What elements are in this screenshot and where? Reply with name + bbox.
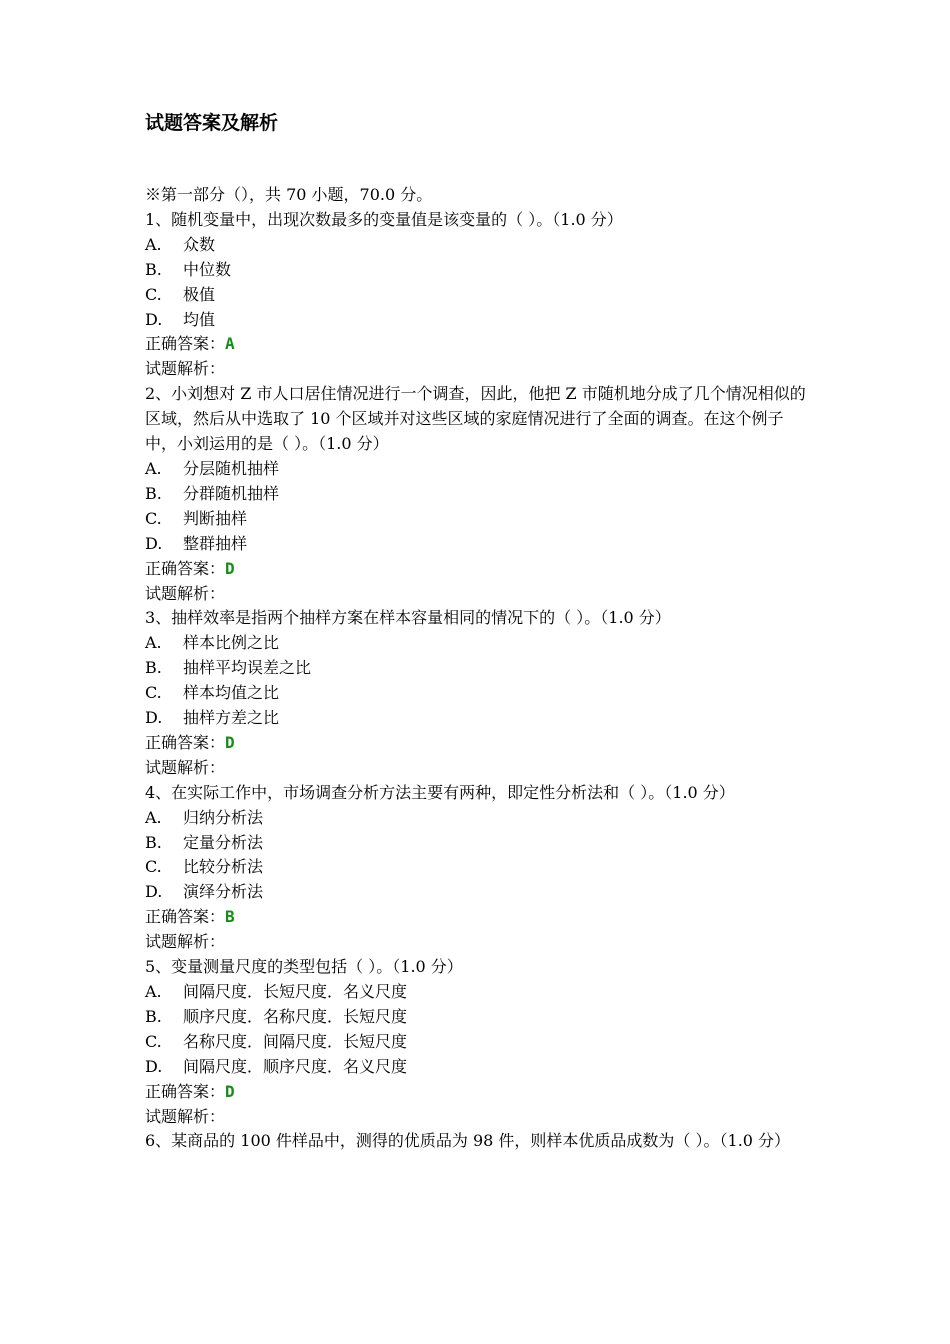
question-text: 2、小刘想对 Z 市人口居住情况进行一个调查，因此，他把 Z 市随机地分成了几个情况相似的区域，然后从中选取了 10 个区域并对这些区域的家庭情况进行了全面的调查。在这个例子中，小刘运用的是（ ）。（1.0 分） <box>145 384 806 454</box>
option-letter: D. <box>145 1056 163 1076</box>
option-letter: D. <box>145 708 163 728</box>
answer-label: 正确答案： <box>145 558 226 578</box>
option-letter: D. <box>145 882 163 902</box>
option-letter: C. <box>145 857 162 877</box>
option-letter: C. <box>145 284 162 304</box>
analysis-label: 试题解析： <box>145 583 226 603</box>
option-row <box>145 482 810 507</box>
document-title: 试题答案及解析 <box>145 112 279 134</box>
option-text: 间隔尺度．长短尺度．名义尺度 <box>183 982 408 1001</box>
option-row <box>145 706 810 731</box>
option-letter: B. <box>145 483 162 503</box>
option-text: 比较分析法 <box>183 857 264 877</box>
option-text: 定量分析法 <box>183 832 264 852</box>
option-row <box>145 283 810 308</box>
section-header: ※第一部分（），共 70 小题，70.0 分。 <box>145 185 433 204</box>
analysis-label: 试题解析： <box>145 757 226 777</box>
option-text: 中位数 <box>183 259 232 279</box>
option-text: 间隔尺度．顺序尺度．名义尺度 <box>183 1056 408 1076</box>
question-text: 6、某商品的 100 件样品中，测得的优质品为 98 件，则样本优质品成数为（ ）。（1.0 分） <box>145 1131 791 1151</box>
document-page <box>145 110 810 1154</box>
answer-value: B <box>225 907 235 927</box>
option-letter: B. <box>145 658 162 678</box>
option-text: 名称尺度．间隔尺度．长短尺度 <box>183 1031 408 1051</box>
analysis-label: 试题解析： <box>145 932 226 952</box>
option-row <box>145 532 810 557</box>
option-text: 均值 <box>183 309 216 329</box>
option-text: 演绎分析法 <box>183 882 264 902</box>
answer-value: D <box>225 1081 235 1101</box>
option-text: 整群抽样 <box>183 533 248 553</box>
question-text: 3、抽样效率是指两个抽样方案在样本容量相同的情况下的（ ）。（1.0 分） <box>145 608 671 628</box>
question-list <box>145 208 810 1154</box>
option-row <box>145 980 810 1005</box>
option-row <box>145 1005 810 1030</box>
question-block <box>145 1129 810 1154</box>
option-row <box>145 831 810 856</box>
answer-line <box>145 731 810 756</box>
option-letter: A. <box>145 234 162 254</box>
option-row <box>145 1055 810 1080</box>
option-letter: A. <box>145 458 162 478</box>
answer-line <box>145 1080 810 1105</box>
option-row <box>145 457 810 482</box>
option-text: 分层随机抽样 <box>183 458 280 478</box>
option-letter: A. <box>145 982 162 1001</box>
option-row <box>145 681 810 706</box>
answer-value: A <box>225 334 235 354</box>
option-row <box>145 507 810 532</box>
option-letter: C. <box>145 508 162 528</box>
option-letter: A. <box>145 633 162 653</box>
option-row <box>145 656 810 681</box>
option-letter: C. <box>145 683 162 703</box>
option-text: 极值 <box>183 284 216 304</box>
option-letter: D. <box>145 533 163 553</box>
option-text: 归纳分析法 <box>183 807 264 827</box>
answer-label: 正确答案： <box>145 732 226 752</box>
option-row <box>145 855 810 880</box>
question-text: 1、随机变量中，出现次数最多的变量值是该变量的（ ）。（1.0 分） <box>145 209 623 229</box>
option-row <box>145 1030 810 1055</box>
answer-line <box>145 332 810 357</box>
answer-line <box>145 557 810 582</box>
analysis-label: 试题解析： <box>145 1106 226 1126</box>
option-letter: B. <box>145 1006 162 1026</box>
option-text: 样本均值之比 <box>183 683 280 703</box>
question-block <box>145 606 810 780</box>
answer-value: D <box>225 732 235 752</box>
option-letter: A. <box>145 807 162 827</box>
option-letter: D. <box>145 309 163 329</box>
answer-label: 正确答案： <box>145 907 226 927</box>
option-text: 顺序尺度．名称尺度．长短尺度 <box>183 1006 408 1026</box>
option-text: 抽样平均误差之比 <box>183 658 312 678</box>
answer-line <box>145 905 810 930</box>
option-row <box>145 258 810 283</box>
option-row <box>145 308 810 333</box>
option-row <box>145 631 810 656</box>
option-text: 众数 <box>183 234 216 254</box>
question-text: 4、在实际工作中，市场调查分析方法主要有两种，即定性分析法和（ ）。（1.0 分） <box>145 782 735 802</box>
answer-label: 正确答案： <box>145 1081 226 1101</box>
option-text: 分群随机抽样 <box>183 483 280 503</box>
option-letter: B. <box>145 832 162 852</box>
option-text: 判断抽样 <box>183 508 248 528</box>
answer-value: D <box>225 558 235 578</box>
option-text: 样本比例之比 <box>183 633 280 653</box>
answer-label: 正确答案： <box>145 334 226 354</box>
question-block <box>145 382 810 606</box>
option-letter: B. <box>145 259 162 279</box>
option-row <box>145 806 810 831</box>
option-text: 抽样方差之比 <box>183 708 280 728</box>
analysis-label: 试题解析： <box>145 359 226 379</box>
question-block <box>145 781 810 955</box>
option-row <box>145 880 810 905</box>
question-block <box>145 955 810 1129</box>
question-block <box>145 208 810 382</box>
option-row <box>145 233 810 258</box>
question-text: 5、变量测量尺度的类型包括（ ）。（1.0 分） <box>145 957 463 977</box>
option-letter: C. <box>145 1031 162 1051</box>
